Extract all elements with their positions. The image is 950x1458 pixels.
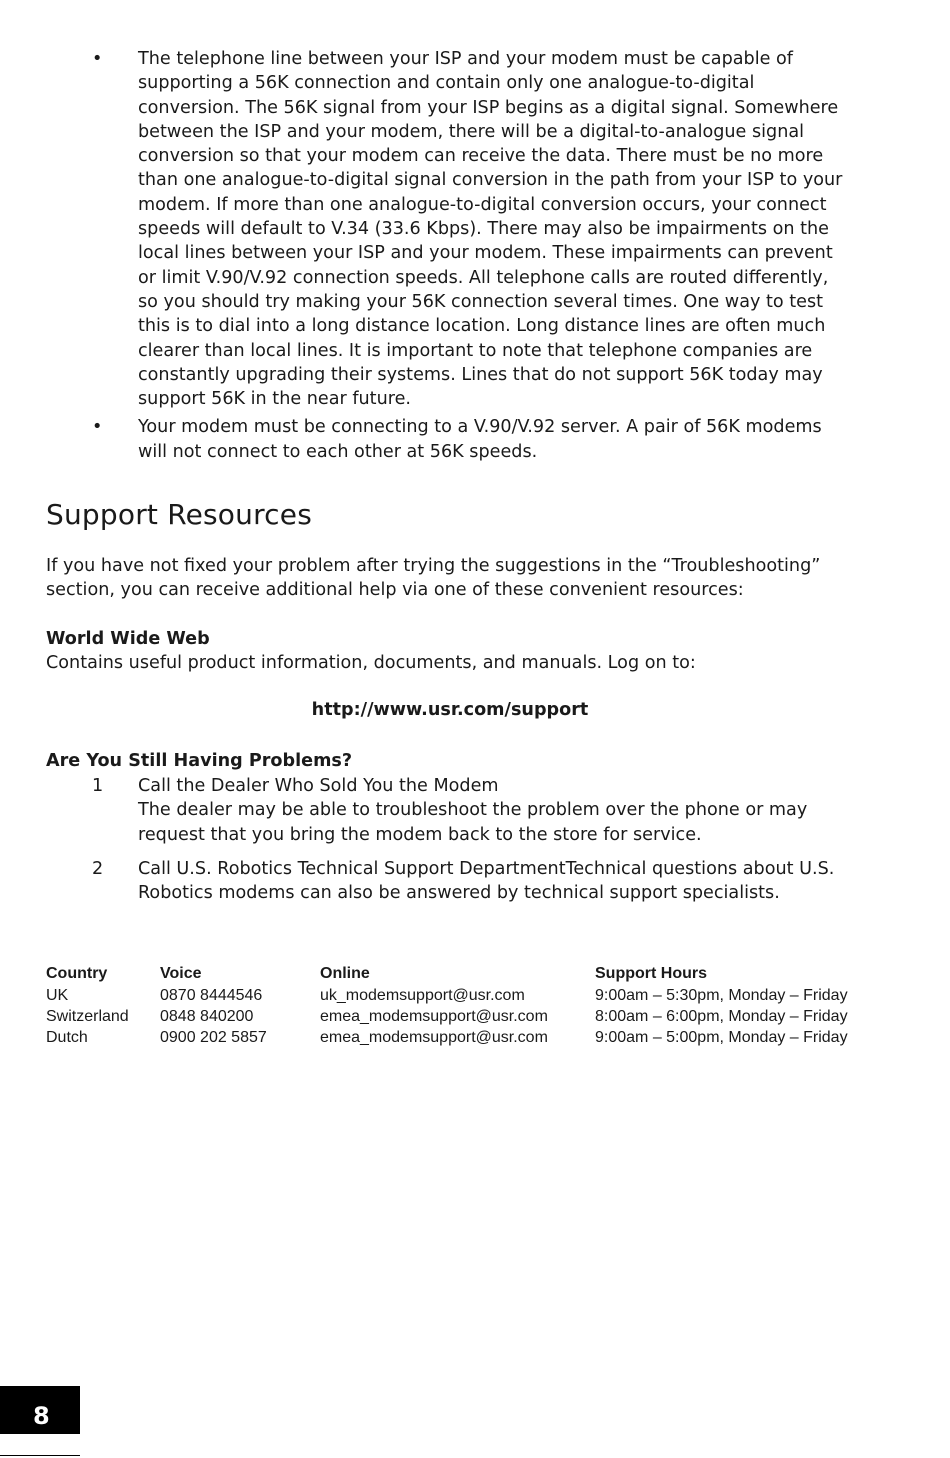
problems-steps-list (92, 774, 862, 915)
country-cell: Switzerland (46, 1008, 129, 1025)
step-item (92, 857, 862, 906)
section-title: Support Resources (46, 498, 312, 531)
requirements-bullet-list (92, 47, 852, 468)
country-cell: Dutch (46, 1029, 88, 1046)
support-url-link[interactable]: http://www.usr.com/support (311, 700, 589, 720)
step-item (92, 774, 862, 847)
step-text: Call U.S. Robotics Technical Support DepartmentTechnical questions about U.S. Robotics modems can also be answered by technical support specialists. (138, 858, 835, 904)
hours-cell: 8:00am – 6:00pm, Monday – Friday (595, 1008, 848, 1025)
bullet-item (92, 415, 852, 464)
www-text: Contains useful product information, documents, and manuals. Log on to: (46, 653, 696, 673)
table-header-row (46, 965, 855, 987)
voice-cell: 0870 8444546 (160, 987, 263, 1004)
page-number-badge (0, 1386, 80, 1434)
step-number: 2 (92, 858, 104, 879)
online-cell[interactable]: emea_modemsupport@usr.com (320, 1008, 548, 1025)
page-divider (0, 1455, 80, 1456)
step-text: The dealer may be able to troubleshoot the problem over the phone or may request that you bring the modem back to the store for service. (138, 800, 808, 845)
column-header: Support Hours (595, 965, 707, 982)
hours-cell: 9:00am – 5:30pm, Monday – Friday (595, 987, 848, 1004)
hours-cell: 9:00am – 5:00pm, Monday – Friday (595, 1029, 848, 1046)
bullet-item (92, 47, 852, 411)
column-header: Country (46, 965, 108, 982)
step-number: 1 (92, 776, 104, 796)
country-cell: UK (46, 987, 69, 1004)
voice-cell: 0900 202 5857 (160, 1029, 267, 1046)
www-heading: World Wide Web (46, 629, 210, 649)
table-row (46, 1029, 855, 1050)
bullet-icon: • (92, 417, 103, 438)
step-heading: Call the Dealer Who Sold You the Modem (138, 776, 499, 796)
table-row (46, 987, 855, 1008)
online-cell[interactable]: uk_modemsupport@usr.com (320, 987, 525, 1004)
column-header: Voice (160, 965, 202, 982)
voice-cell: 0848 840200 (160, 1008, 254, 1025)
column-header: Online (320, 965, 370, 982)
table-row (46, 1008, 855, 1029)
problems-heading: Are You Still Having Problems? (46, 751, 353, 771)
page-number: 8 (33, 1402, 50, 1430)
online-cell[interactable]: emea_modemsupport@usr.com (320, 1029, 548, 1046)
bullet-text: The telephone line between your ISP and your modem must be capable of supporting a 56K connection and contain only one analogue-to-digital conversion. The 56K signal from your ISP begins as a digital signal. Somewhere between the ISP and your modem, there will be a digital-to-analogue signal conversion so that your modem can receive the data. There must be no more than one analogue-to-digital signal conversion in the path from your ISP to your modem. If more than one analogue-to-digital conversion occurs, your connect speeds will default to V.34 (33.6 Kbps). There may also be impairments on the local lines between your ISP and your modem. These impairments can prevent or limit V.90/V.92 connection speeds. All telephone calls are routed differently, so you should try making your 56K connection several times. One way to test this is to dial into a long distance location. Long distance lines are often much clearer than local lines. It is important to note that telephone companies are constantly upgrading their systems. Lines that do not support 56K today may support 56K in the near future. (138, 49, 843, 410)
bullet-text: Your modem must be connecting to a V.90/V.92 server. A pair of 56K modems will not connect to each other at 56K speeds. (138, 417, 822, 462)
intro-paragraph: If you have not fixed your problem after trying the suggestions in the “Troubleshooting” section, you can receive additional help via one of these convenient resources: (46, 556, 821, 601)
support-contacts-table (46, 965, 855, 1050)
bullet-icon: • (92, 49, 103, 69)
